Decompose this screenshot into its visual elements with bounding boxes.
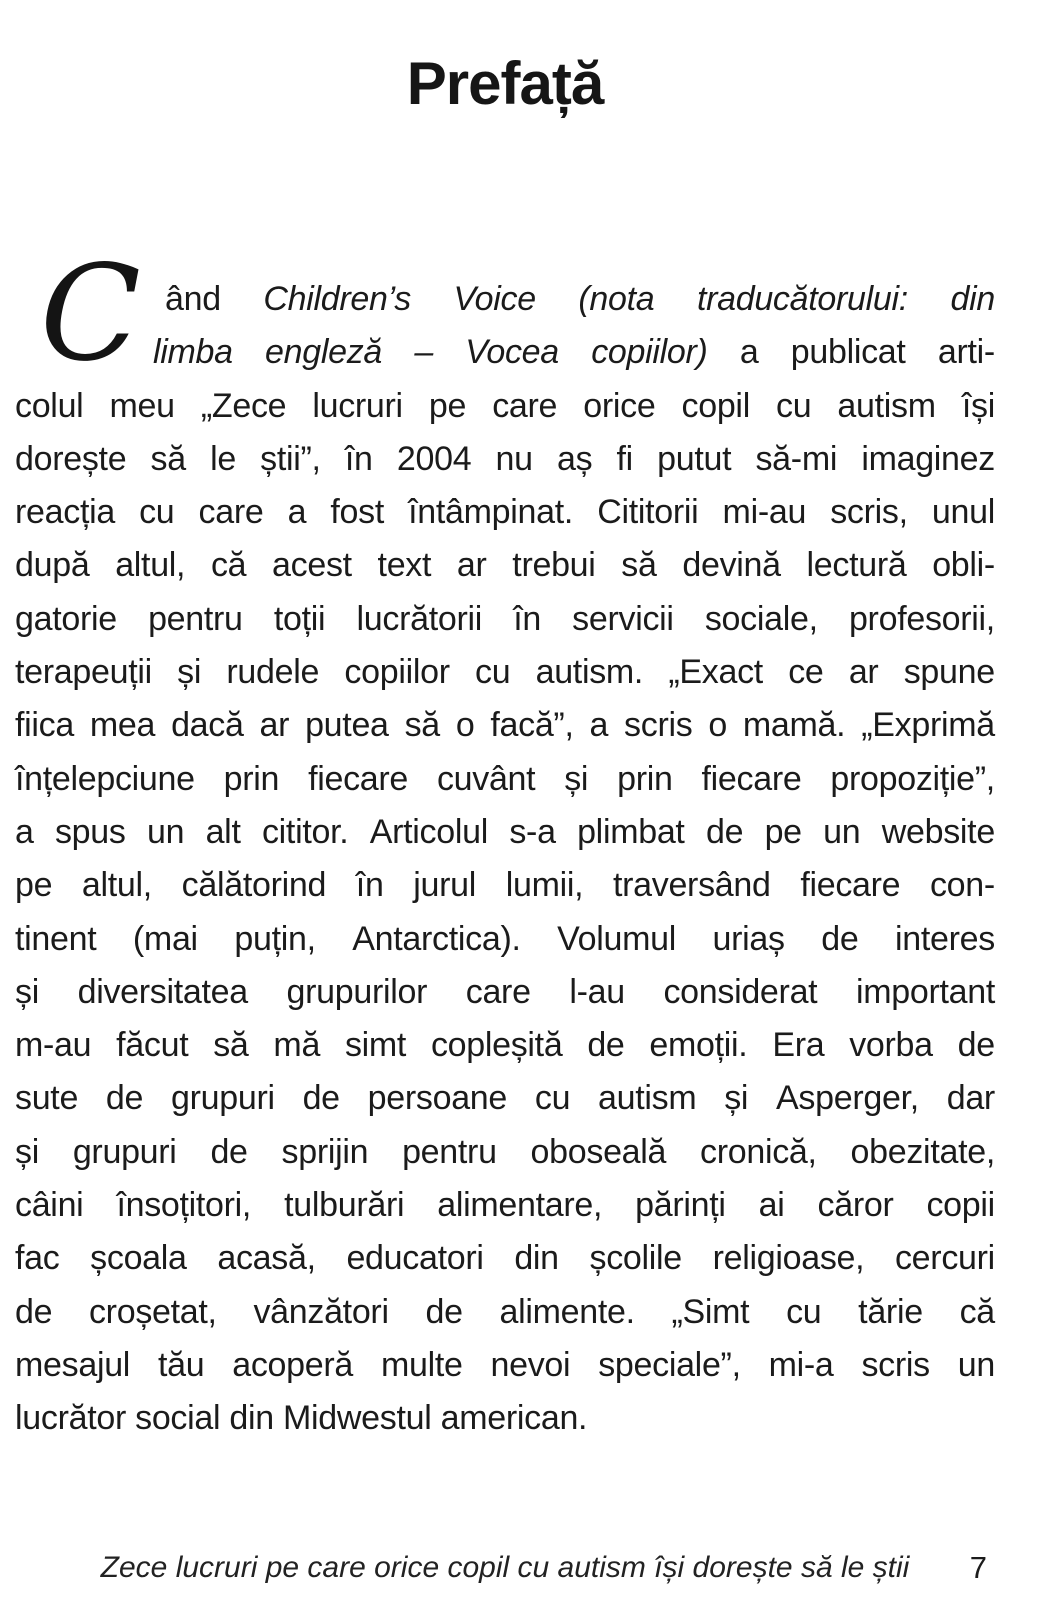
word: în xyxy=(513,599,541,638)
word: pentru xyxy=(402,1132,497,1171)
word: fac xyxy=(15,1239,60,1278)
word: altul, xyxy=(81,866,152,905)
word: meu xyxy=(109,386,175,425)
word: înțelepciune xyxy=(15,759,195,798)
word: întâmpinat. xyxy=(408,493,574,532)
word: vorba xyxy=(849,1026,933,1065)
word: Articolul xyxy=(369,812,488,851)
word: ar xyxy=(259,706,290,745)
word: cu xyxy=(475,653,511,692)
text-line xyxy=(15,593,995,646)
word: care xyxy=(492,386,558,425)
word: ai xyxy=(758,1186,785,1225)
word: și xyxy=(564,759,589,798)
word: profesorii, xyxy=(848,599,995,638)
word: cu xyxy=(776,386,812,425)
word: website xyxy=(881,812,995,851)
word: și xyxy=(177,653,202,692)
word: prin xyxy=(223,759,280,798)
word: de xyxy=(210,1132,248,1171)
word: cronică, xyxy=(700,1132,817,1171)
word: 2004 xyxy=(396,439,472,478)
word: de xyxy=(587,1026,625,1065)
word: le xyxy=(210,439,236,478)
word: putut xyxy=(657,439,732,478)
word: pe xyxy=(428,386,467,425)
word: pe xyxy=(15,866,53,905)
text-line xyxy=(15,966,995,1019)
word: o xyxy=(455,706,475,745)
word: fiecare xyxy=(308,759,409,798)
word: obezitate, xyxy=(850,1132,995,1171)
word: fiica xyxy=(15,706,74,745)
word: trebui xyxy=(512,546,596,585)
word: reacția xyxy=(15,493,115,532)
text-line xyxy=(15,1232,995,1285)
word: grupuri xyxy=(72,1132,177,1171)
word: cititor. xyxy=(261,812,349,851)
word: grupuri xyxy=(170,1079,275,1118)
word: traversând xyxy=(612,866,771,905)
word: de xyxy=(821,919,859,958)
word: acest xyxy=(272,546,352,585)
word: Era xyxy=(772,1026,825,1065)
word: să xyxy=(621,546,657,585)
word: care xyxy=(465,972,531,1011)
text-line xyxy=(15,539,995,592)
word: interes xyxy=(895,919,995,958)
word: jurul xyxy=(413,866,477,905)
word: spune xyxy=(903,653,995,692)
word: Vocea xyxy=(465,333,559,372)
word: vânzători xyxy=(253,1292,389,1331)
word: că xyxy=(959,1292,995,1331)
word: imaginez xyxy=(861,439,995,478)
word: făcut xyxy=(116,1026,189,1065)
text-line xyxy=(15,913,995,966)
word: engleză xyxy=(265,333,383,372)
text-line xyxy=(15,1126,995,1179)
word: simt xyxy=(344,1026,407,1065)
word: copiilor) xyxy=(591,333,708,372)
word: școlile xyxy=(589,1239,682,1278)
text-line xyxy=(15,1072,995,1125)
word: l-au xyxy=(569,972,625,1011)
word: și xyxy=(724,1079,749,1118)
word: scris xyxy=(624,706,693,745)
word: copiilor xyxy=(344,653,450,692)
word: cu xyxy=(534,1079,571,1118)
text-line xyxy=(15,380,995,433)
word: tău xyxy=(157,1345,205,1384)
word: spus xyxy=(54,812,126,851)
word: ar xyxy=(456,546,487,585)
word: propoziție”, xyxy=(830,759,995,798)
word: să-mi xyxy=(755,439,838,478)
word: – xyxy=(414,333,433,372)
word: lectură xyxy=(806,546,907,585)
word: lucrătorii xyxy=(356,599,482,638)
word: de xyxy=(302,1079,340,1118)
word: a xyxy=(15,812,34,851)
word: și xyxy=(15,1132,39,1171)
word: a xyxy=(739,333,759,372)
text-line xyxy=(15,1286,995,1339)
word: nevoi xyxy=(490,1345,571,1384)
word: m-au xyxy=(15,1026,92,1065)
word: mamă. xyxy=(742,706,846,745)
word: știi”, xyxy=(260,439,321,478)
word: mea xyxy=(89,706,156,745)
word: gatorie xyxy=(15,599,117,638)
page-title: Prefață xyxy=(406,50,604,118)
word: să xyxy=(150,439,186,478)
text-segment: lucrător social din Midwestul american. xyxy=(15,1399,588,1438)
word: să xyxy=(213,1026,249,1065)
text-line xyxy=(15,859,995,912)
word: cu xyxy=(139,493,175,532)
word: considerat xyxy=(663,972,818,1011)
word: mesajul xyxy=(15,1345,131,1384)
word: Antarctica). xyxy=(352,919,521,958)
drop-cap: C xyxy=(40,237,141,391)
word: a xyxy=(287,493,307,532)
word: fiecare xyxy=(800,866,901,905)
word: ând xyxy=(165,280,221,318)
word: scris, xyxy=(830,493,908,532)
word: de xyxy=(15,1292,53,1331)
word: unul xyxy=(931,493,995,532)
word: oboseală xyxy=(530,1132,667,1171)
word: uriaș xyxy=(712,919,785,958)
word: Children’s xyxy=(263,280,411,318)
word: mi-a xyxy=(768,1345,834,1384)
word: autism xyxy=(837,386,936,425)
word: rudele xyxy=(226,653,320,692)
word: alt xyxy=(205,812,241,851)
text-line xyxy=(15,753,995,806)
word: a xyxy=(589,706,609,745)
word: de xyxy=(425,1292,463,1331)
word: terapeuții xyxy=(15,653,152,692)
word: Volumul xyxy=(557,919,676,958)
word: s-a xyxy=(509,812,556,851)
word: Cititorii xyxy=(597,493,699,532)
footer-book-title: Zece lucruri pe care orice copil cu autism își dorește să le știi xyxy=(100,1551,910,1584)
word: text xyxy=(377,546,432,585)
word: croșetat, xyxy=(88,1292,217,1331)
word: acoperă xyxy=(232,1345,354,1384)
text-line xyxy=(15,1339,995,1392)
word: școala xyxy=(90,1239,187,1278)
word: lucruri xyxy=(312,386,403,425)
word: cuvânt xyxy=(436,759,536,798)
word: din xyxy=(950,280,995,318)
word: să xyxy=(404,706,440,745)
word: călătorind xyxy=(181,866,327,905)
word: educatori xyxy=(346,1239,484,1278)
word: diversitatea xyxy=(77,972,248,1011)
word: fi xyxy=(616,439,633,478)
word: părinți xyxy=(635,1186,726,1225)
word: după xyxy=(15,546,90,585)
word: facă”, xyxy=(490,706,574,745)
word: copii xyxy=(926,1186,995,1225)
word: obli- xyxy=(932,546,995,585)
word: putea xyxy=(305,706,389,745)
word: alimentare, xyxy=(437,1186,603,1225)
word: devină xyxy=(682,546,781,585)
word: câini xyxy=(15,1186,84,1225)
word: con- xyxy=(929,866,995,905)
word: traducătorului: xyxy=(696,280,908,318)
word: plimbat xyxy=(577,812,685,851)
text-line xyxy=(15,1179,995,1232)
word: căror xyxy=(817,1186,894,1225)
word: (mai xyxy=(132,919,198,958)
word: un xyxy=(957,1345,995,1384)
text-line xyxy=(15,433,995,486)
word: care xyxy=(198,493,264,532)
word: de xyxy=(105,1079,144,1118)
word: dar xyxy=(946,1079,995,1118)
word: persoane xyxy=(367,1079,508,1118)
word: copil xyxy=(681,386,750,425)
text-line xyxy=(15,486,995,539)
word: ce xyxy=(788,653,824,692)
word: altul, xyxy=(115,546,186,585)
word: limba xyxy=(153,333,233,372)
word: prin xyxy=(617,759,673,798)
word: „Simt xyxy=(671,1292,750,1331)
word: fost xyxy=(330,493,384,532)
word: autism xyxy=(598,1079,697,1118)
word: important xyxy=(855,972,995,1011)
word: o xyxy=(708,706,727,745)
word: copleșită xyxy=(430,1026,563,1065)
word: din xyxy=(514,1239,559,1278)
word: sprijin xyxy=(281,1132,369,1171)
text-line xyxy=(15,646,995,699)
word: de xyxy=(705,812,744,851)
word: tinent xyxy=(15,919,97,958)
word: mi-au xyxy=(722,493,807,532)
word: scris xyxy=(861,1345,930,1384)
word: dorește xyxy=(15,439,127,478)
page-number: 7 xyxy=(969,1550,987,1585)
text-line xyxy=(15,1392,995,1445)
word: dacă xyxy=(171,706,244,745)
word: speciale”, xyxy=(598,1345,741,1384)
word: „Zece xyxy=(200,386,287,425)
word: grupurilor xyxy=(286,972,428,1011)
word: religioase, xyxy=(712,1239,865,1278)
text-line xyxy=(15,1019,995,1072)
word: servicii xyxy=(572,599,674,638)
word: în xyxy=(344,439,373,478)
text-line xyxy=(15,273,995,326)
word: acasă, xyxy=(217,1239,316,1278)
word: fiecare xyxy=(701,759,802,798)
word: mă xyxy=(273,1026,321,1065)
word: Asperger, xyxy=(776,1079,919,1118)
word: publicat xyxy=(790,333,906,372)
word: în xyxy=(355,866,384,905)
word: de xyxy=(957,1026,995,1065)
word: „Exact xyxy=(668,653,763,692)
word: alimente. xyxy=(499,1292,635,1331)
word: sute xyxy=(15,1079,79,1118)
word: aș xyxy=(556,439,593,478)
word: „Exprimă xyxy=(861,706,995,745)
word: ar xyxy=(848,653,879,692)
word: orice xyxy=(583,386,656,425)
word: pe xyxy=(764,812,802,851)
word: autism. xyxy=(535,653,644,692)
word: pentru xyxy=(148,599,243,638)
text-line xyxy=(15,699,995,752)
word: arti- xyxy=(937,333,995,372)
word: tulburări xyxy=(284,1186,405,1225)
preface-paragraph xyxy=(15,273,995,1446)
word: nu xyxy=(495,439,533,478)
word: puțin, xyxy=(234,919,316,958)
word: că xyxy=(210,546,247,585)
word: își xyxy=(961,386,995,425)
word: toții xyxy=(273,599,326,638)
word: un xyxy=(823,812,861,851)
word: tărie xyxy=(858,1292,923,1331)
word: și xyxy=(15,972,39,1011)
word: colul xyxy=(15,386,84,425)
word: multe xyxy=(380,1345,463,1384)
paragraph-lines xyxy=(15,273,995,1446)
word: cu xyxy=(786,1292,822,1331)
word: însoțitori, xyxy=(116,1186,252,1225)
word: sociale, xyxy=(704,599,818,638)
word: (nota xyxy=(578,280,655,318)
text-line xyxy=(15,806,995,859)
page-footer xyxy=(15,1550,995,1590)
word: emoții. xyxy=(649,1026,748,1065)
word: un xyxy=(146,812,185,851)
text-line xyxy=(15,326,995,379)
word: cercuri xyxy=(894,1239,995,1278)
word: Voice xyxy=(453,280,536,318)
word: lumii, xyxy=(505,866,584,905)
